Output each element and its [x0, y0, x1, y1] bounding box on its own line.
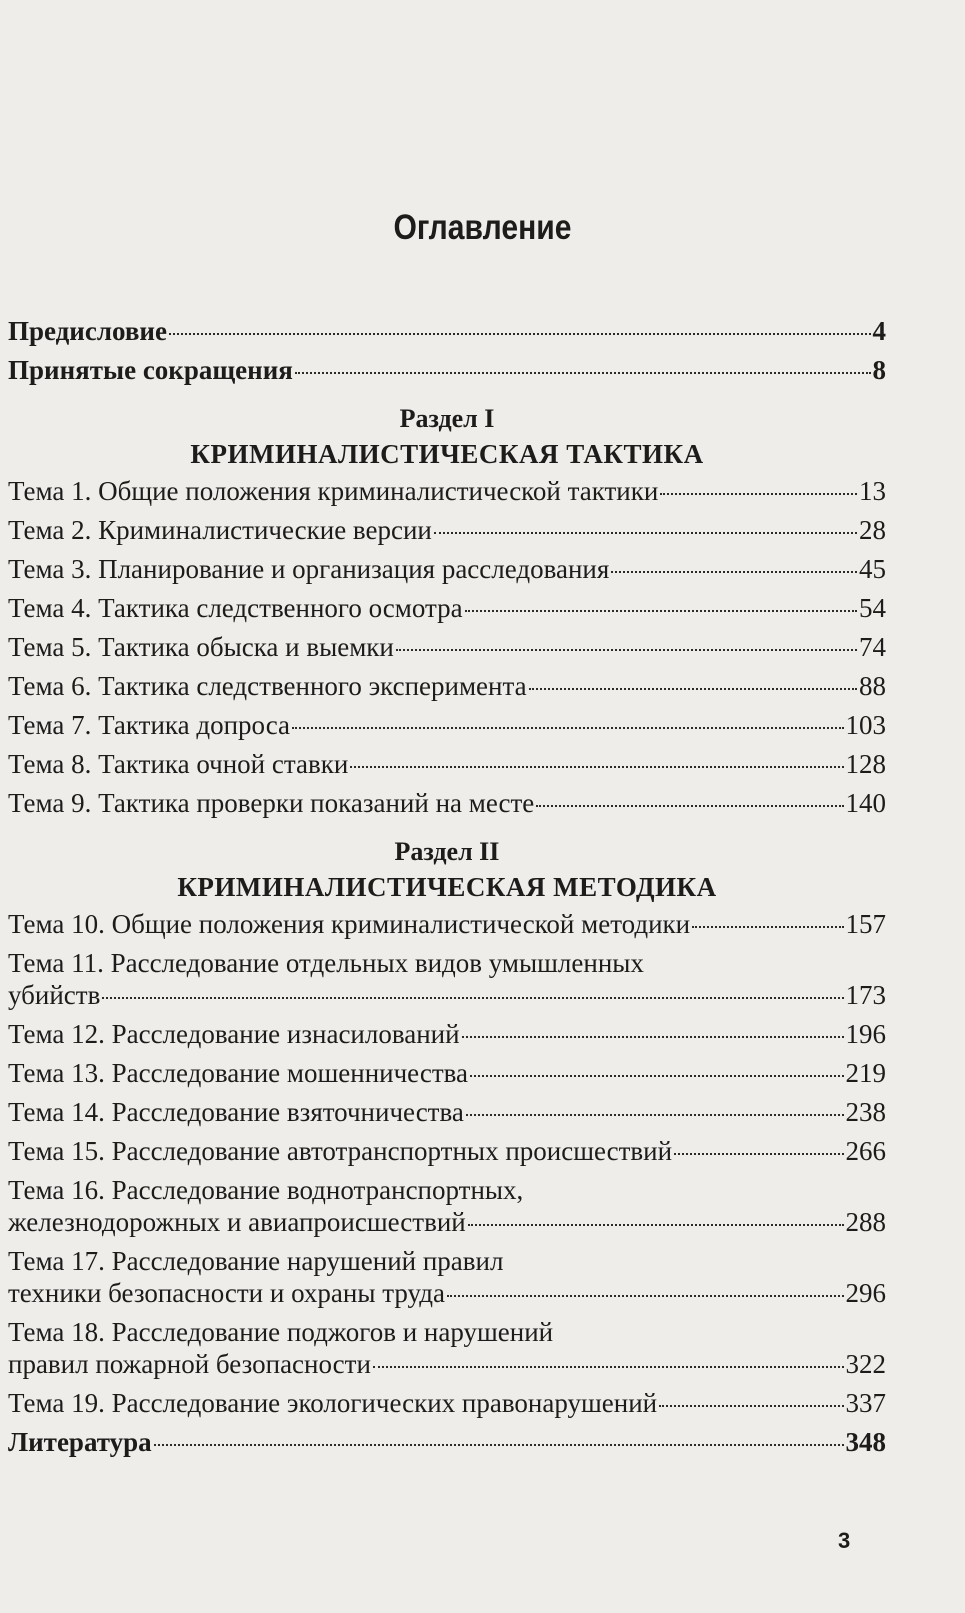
page-heading: Оглавление — [393, 208, 572, 247]
leader-dots — [154, 1444, 844, 1446]
toc-entry-page: 296 — [845, 1278, 886, 1308]
toc-entry-title: убийств — [8, 980, 101, 1010]
toc-entry-page: 103 — [845, 710, 886, 740]
toc-entry-title: Тема 9. Тактика проверки показаний на месте — [8, 788, 535, 818]
toc-entry-title: Тема 12. Расследование изнасилований — [8, 1019, 460, 1049]
toc-entry-page: 128 — [845, 749, 886, 779]
toc-entry — [8, 1093, 886, 1132]
leader-dots — [102, 997, 843, 999]
section-2-label: Раздел II — [394, 837, 500, 866]
page-number: 3 — [838, 1528, 851, 1553]
toc-entry-title: техники безопасности и охраны труда — [8, 1278, 446, 1308]
toc-entry — [8, 667, 886, 706]
toc-entry-page: 54 — [859, 593, 886, 623]
toc-entry-preface — [8, 312, 886, 351]
toc-entry — [8, 1384, 886, 1423]
toc-entry-title: Тема 5. Тактика обыска и выемки — [8, 632, 394, 662]
leader-dots — [292, 727, 844, 729]
toc-entry-title-line: Тема 17. Расследование нарушений правил — [8, 1246, 504, 1276]
toc-entry — [8, 905, 886, 944]
leader-dots — [659, 1405, 843, 1407]
toc-entry-title-line: Тема 18. Расследование поджогов и нарушений — [8, 1317, 554, 1347]
toc-entry — [8, 1015, 886, 1054]
toc-entry-page: 196 — [845, 1019, 886, 1049]
leader-dots — [465, 610, 857, 612]
section-1-name: КРИМИНАЛИСТИЧЕСКАЯ ТАКТИКА — [190, 439, 704, 469]
toc-entry — [8, 628, 886, 667]
toc-entry-page: 8 — [872, 355, 886, 385]
section-1-label: Раздел I — [399, 404, 495, 433]
toc-entry-title: Тема 19. Расследование экологических правонарушений — [8, 1388, 658, 1418]
leader-dots — [169, 333, 871, 335]
toc-entry-title: Тема 3. Планирование и организация расследования — [8, 554, 610, 584]
toc-entry-page: 238 — [845, 1097, 886, 1127]
toc-entry-title: Тема 15. Расследование автотранспортных происшествий — [8, 1136, 673, 1166]
leader-dots — [536, 805, 843, 807]
toc-entry-page: 13 — [859, 476, 886, 506]
toc-entry — [8, 511, 886, 550]
toc-entry-page: 337 — [845, 1388, 886, 1418]
leader-dots — [396, 649, 857, 651]
toc-entry-title-line: Тема 11. Расследование отдельных видов умышленных — [8, 948, 644, 978]
toc-entry-title: железнодорожных и авиапроисшествий — [8, 1207, 466, 1237]
toc-entry-page: 74 — [859, 632, 886, 662]
table-of-contents — [8, 312, 886, 1462]
toc-entry-page: 88 — [859, 671, 886, 701]
leader-dots — [468, 1224, 844, 1226]
toc-entry-page: 173 — [845, 980, 886, 1010]
leader-dots — [692, 926, 843, 928]
toc-entry — [8, 1274, 886, 1313]
toc-entry-page: 45 — [859, 554, 886, 584]
toc-entry-title: правил пожарной безопасности — [8, 1349, 371, 1379]
toc-entry-title: Тема 8. Тактика очной ставки — [8, 749, 349, 779]
toc-entry-page: 28 — [859, 515, 886, 545]
toc-entry-title: Тема 7. Тактика допроса — [8, 710, 290, 740]
leader-dots — [674, 1153, 843, 1155]
toc-entry-page: 322 — [845, 1349, 886, 1379]
leader-dots — [434, 532, 857, 534]
toc-entry-title: Предисловие — [8, 316, 167, 346]
toc-entry — [8, 1203, 886, 1242]
toc-entry-abbreviations — [8, 351, 886, 390]
toc-entry — [8, 976, 886, 1015]
toc-entry — [8, 745, 886, 784]
toc-entry-title: Принятые сокращения — [8, 355, 293, 385]
toc-entry-literature — [8, 1423, 886, 1462]
toc-entry-page: 157 — [845, 909, 886, 939]
leader-dots — [611, 571, 857, 573]
toc-entry-title: Литература — [8, 1427, 152, 1457]
toc-entry-title: Тема 4. Тактика следственного осмотра — [8, 593, 463, 623]
toc-entry-title: Тема 13. Расследование мошенничества — [8, 1058, 469, 1088]
toc-entry-page: 288 — [845, 1207, 886, 1237]
toc-entry-title: Тема 6. Тактика следственного эксперимента — [8, 671, 527, 701]
toc-entry — [8, 1345, 886, 1384]
leader-dots — [350, 766, 843, 768]
toc-entry-title-line: Тема 16. Расследование воднотранспортных, — [8, 1175, 524, 1205]
leader-dots — [529, 688, 857, 690]
toc-entry-page: 219 — [845, 1058, 886, 1088]
leader-dots — [660, 493, 857, 495]
leader-dots — [295, 372, 871, 374]
section-2-name: КРИМИНАЛИСТИЧЕСКАЯ МЕТОДИКА — [177, 872, 717, 902]
leader-dots — [373, 1366, 844, 1368]
toc-entry — [8, 706, 886, 745]
toc-entry-title: Тема 1. Общие положения криминалистической тактики — [8, 476, 659, 506]
toc-entry — [8, 784, 886, 823]
leader-dots — [447, 1295, 843, 1297]
leader-dots — [462, 1036, 844, 1038]
toc-entry-title: Тема 10. Общие положения криминалистической методики — [8, 909, 691, 939]
toc-entry — [8, 589, 886, 628]
toc-entry — [8, 472, 886, 511]
toc-entry-page: 4 — [872, 316, 886, 346]
toc-entry-page: 348 — [845, 1427, 886, 1457]
toc-entry — [8, 550, 886, 589]
toc-entry-title: Тема 2. Криминалистические версии — [8, 515, 432, 545]
toc-entry — [8, 1054, 886, 1093]
toc-entry-page: 140 — [845, 788, 886, 818]
leader-dots — [466, 1114, 844, 1116]
toc-entry — [8, 1132, 886, 1171]
leader-dots — [470, 1075, 843, 1077]
toc-entry-title: Тема 14. Расследование взяточничества — [8, 1097, 464, 1127]
toc-entry-page: 266 — [845, 1136, 886, 1166]
